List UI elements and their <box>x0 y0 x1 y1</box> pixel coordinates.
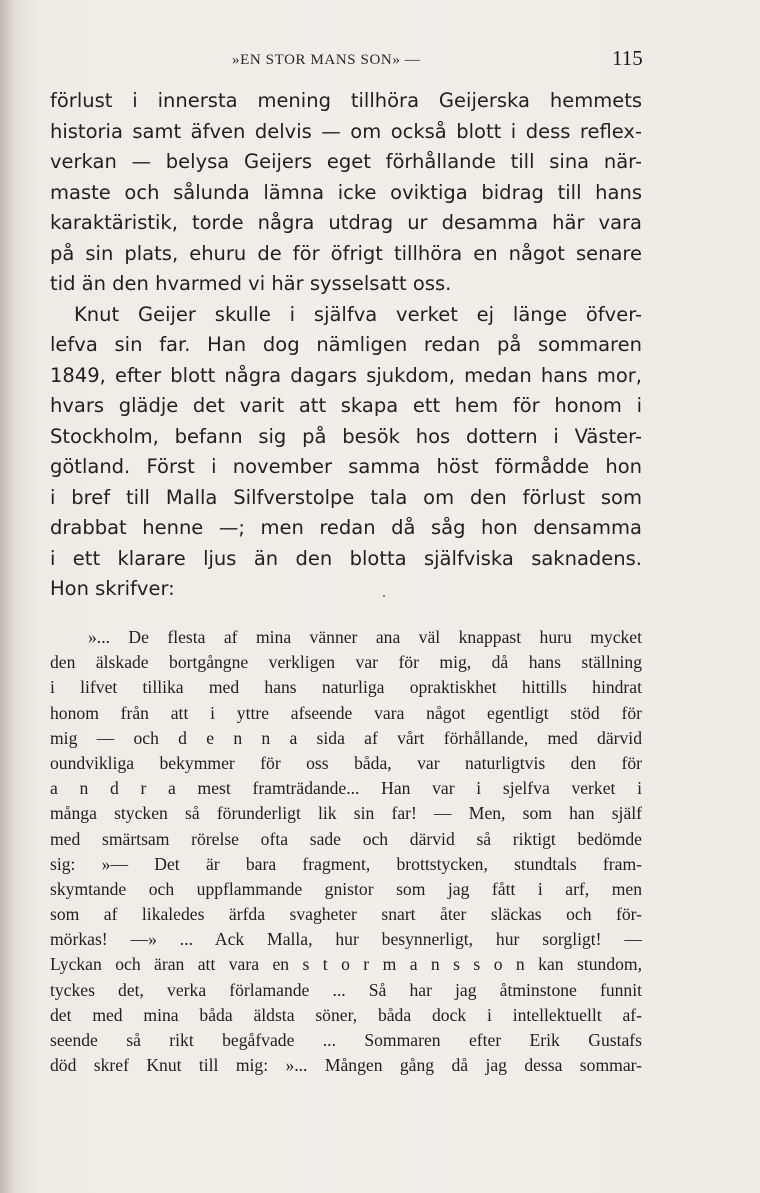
text-line: lefva sin far. Han dog nämligen redan på sommaren <box>50 333 642 356</box>
text-line: historia samt äfven delvis — om också blott i dess reflex- <box>50 119 642 143</box>
quote-line: den älskade bortgångne verkligen var för mig, då hans ställning <box>50 652 642 673</box>
text-line: drabbat henne —; men redan då såg hon densamma <box>50 516 642 539</box>
text-line: maste och sålunda lämna icke oviktiga bidrag till hans <box>50 180 642 204</box>
quote-line: i lifvet tillika med hans naturliga opraktiskhet hittills hindrat <box>50 677 642 698</box>
page-number: 115 <box>612 46 643 70</box>
page-header <box>0 44 760 76</box>
quote-line: a n d r a mest framträdande... Han var i sjelfva verket i <box>50 778 642 799</box>
quote-line: död skref Knut till mig: »... Mången gång då jag dessa sommar- <box>50 1055 642 1076</box>
text-line: på sin plats, ehuru de för öfrigt tillhöra en något senare <box>50 241 642 265</box>
quote-line: det med mina båda äldsta söner, båda dock i intellektuellt af- <box>50 1004 642 1025</box>
text-line: i ett klarare ljus än den blotta själfviska saknadens. <box>50 546 642 570</box>
quote-line: skymtande och uppflammande gnistor som jag fått i arf, men <box>50 878 642 899</box>
quote-line: många stycken så förunderligt lik sin far! — Men, som han själf <box>50 803 642 824</box>
quote-line: »... De flesta af mina vänner ana väl knappast huru mycket <box>88 627 642 647</box>
text-line: karaktäristik, torde några utdrag ur desamma här vara <box>50 211 642 234</box>
text-line: hvars glädje det varit att skapa ett hem för honom i <box>50 394 642 417</box>
text-line: 1849, efter blott några dagars sjukdom, medan hans mor, <box>50 363 642 387</box>
running-head: »EN STOR MANS SON» — <box>232 52 421 68</box>
quote-line: sig: »— Det är bara fragment, brottstycken, stundtals fram- <box>50 853 642 874</box>
quote-line: mig — och d e n n a sida af vårt förhållande, med därvid <box>50 727 642 748</box>
quote-line: som af likaledes ärfda svagheter snart åter släckas och för- <box>50 904 642 925</box>
quote-line: med smärtsam rörelse ofta sade och därvid så riktigt bedömde <box>50 828 642 849</box>
quote-line: honom från att i yttre afseende vara något egentligt stöd för <box>50 702 642 723</box>
quote-line: Lyckan och äran att vara en s t o r m a n s s o n kan stundom, <box>50 954 642 975</box>
page-gutter-shadow <box>0 0 14 1193</box>
text-line: förlust i innersta mening tillhöra Geijerska hemmets <box>50 89 642 112</box>
main-text-block <box>50 86 642 605</box>
text-line: Stockholm, befann sig på besök hos dottern i Väster- <box>50 424 642 448</box>
quote-line: mörkas! —» ... Ack Malla, hur besynnerligt, hur sorgligt! — <box>50 929 642 950</box>
text-line: götland. Först i november samma höst förmådde hon <box>50 455 642 478</box>
quotation-block <box>50 625 642 1078</box>
quote-line: tyckes det, verka förlamande ... Så har jag åtminstone funnit <box>50 979 642 1000</box>
text-line: i bref till Malla Silfverstolpe tala om den förlust som <box>50 485 642 509</box>
text-line: Hon skrifver: <box>50 577 175 600</box>
text-line: Knut Geijer skulle i själfva verket ej länge öfver- <box>74 302 642 326</box>
text-line: tid än den hvarmed vi här sysselsatt oss. <box>50 272 452 295</box>
text-line: verkan — belysa Geijers eget förhållande till sina när- <box>50 150 642 173</box>
quote-line: seende så rikt begåfvade ... Sommaren efter Erik Gustafs <box>50 1030 642 1050</box>
print-speck <box>383 595 385 597</box>
quote-line: oundvikliga bekymmer för oss båda, var naturligtvis den för <box>50 752 642 773</box>
